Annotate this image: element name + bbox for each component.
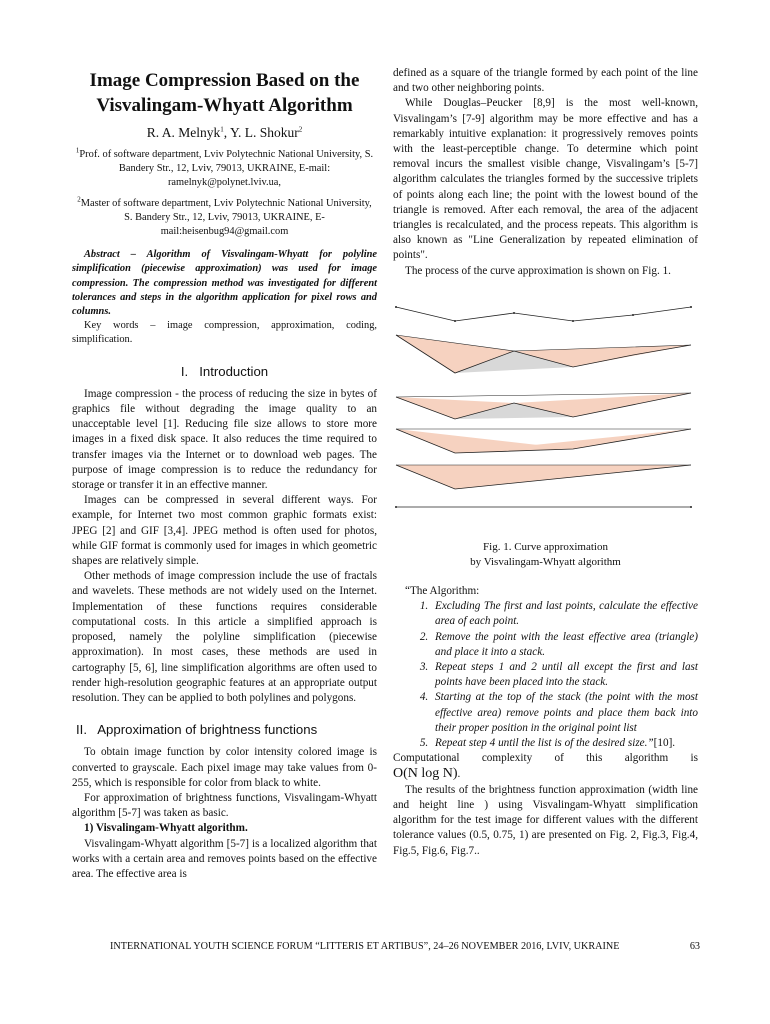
algorithm-step-4: 4. Starting at the top of the stack (the point with the most effective area) remove points and place them back into their proper position in the original point list — [431, 690, 698, 736]
figure-panel-5 — [396, 465, 691, 489]
intro-paragraph-3: Other methods of image compression include the use of fractals and wavelets. These methods are not widely used on the Internet. Implementation of these functions requires considerable computational costs. In this article a simplified approach is proposed, namely the polyline simplification (piecewise approximation). In most cases, these methods are used in cartography [5, 6], line simplification algorithms are often used to render high-resolution geographic features at an appropriate output resolution. They can be applied to both polylines and polygons. — [72, 570, 377, 704]
subsection-heading: 1) Visvalingam-Whyatt algorithm. — [84, 822, 248, 835]
complexity-formula-line — [393, 766, 698, 782]
algorithm-reference: [10]. — [653, 737, 676, 750]
authors — [72, 124, 377, 142]
results-paragraph: The results of the brightness function approximation (width line and height line ) using Visvalingam-Whyatt simplification algorithm for the test image for different values with the different tolerance values (0.5, 0.75, 1) are presented on Fig. 2, Fig.3, Fig.4, Fig.5, Fig.6, Fig.7.. — [393, 783, 698, 857]
figure-caption-line-1: Fig. 1. Curve approximation — [483, 541, 608, 554]
affiliation-2-text: Master of software department, Lviv Polytechnic National University, S. Bandery Str., 12, Lviv, 79013, UKRAINE, E-mail:heisenbug94@gmail.com — [80, 197, 372, 238]
section-2-heading: II. Approximation of brightness functions — [76, 722, 318, 738]
algorithm-intro: “The Algorithm: — [405, 585, 480, 598]
page-footer — [110, 941, 700, 952]
author-1: R. A. Melnyk — [146, 125, 221, 140]
author-2: , Y. L. Shokur — [223, 125, 299, 140]
affiliation-1-sup: 1 — [75, 146, 80, 155]
algorithm-steps — [393, 599, 698, 751]
section-1-heading: I. Introduction — [180, 363, 269, 379]
figure-panel-6 — [395, 506, 692, 508]
affiliation-1-text: Prof. of software department, Lviv Polytechnic National University, S. Bandery Str., 12, Lviv, 79013, UKRAINE, E-mail: ramelnyk@polynet.lviv.ua, — [79, 149, 374, 189]
figure-panel-1 — [395, 306, 692, 322]
right-paragraph-2: While Douglas–Peucker [8,9] is the most well-known, Visvalingam’s [7-9] algorithm may be more effective and has a remarkably intuitive explanation: it progressively removes points with the least-perceptible change. To determine which point removal incurs the smallest visible change, Visvalingam’s [5-7] algorithm calculates the triangles formed by the successive triplets of points along each line; the point with the lowest bound of the triangle is removed. After each removal, the area of the adjacent triangles is recalculated, and the process repeats. This algorithm is also known as "Line Generalization by repeated elimination of points". — [393, 97, 698, 262]
algorithm-step-5-text: Repeat step 4 until the list is of the desired size.” — [435, 737, 654, 750]
figure-caption-line-2: by Visvalingam-Whyatt algorithm — [470, 556, 621, 569]
paper-title: Image Compression Based on the Visvalingam-Whyatt Algorithm — [89, 70, 360, 116]
figure-1-caption — [393, 540, 698, 570]
left-column — [72, 66, 377, 882]
affiliation-2-sup: 2 — [77, 195, 81, 204]
intro-paragraph-1: Image compression - the process of reducing the size in bytes of graphics file without degrading the image quality to an unacceptable level [1]. Reducing file size allows to store more images in a fixed disk space. It also reduces the time required to transfer images via the Internet or to download web pages. The purpose of image compression is to reduce the redundancy for storage or transfer it in an effective manner. — [72, 387, 377, 492]
page-number: 63 — [689, 941, 700, 952]
figure-panel-4 — [396, 429, 691, 453]
section-2-paragraph-2: For approximation of brightness functions, Visvalingam-Whyatt algorithm [5-7] was taken as basic. — [72, 791, 377, 820]
figure-panel-3 — [396, 393, 691, 419]
intro-paragraph-2: Images can be compressed in several different ways. For example, for Internet two most common graphic formats exist: JPEG [2] and GIF [3,4]. JPEG method is often used for photos, while GIF format is commonly used for images in which geometric shapes are relatively simple. — [72, 494, 377, 568]
right-paragraph-1: defined as a square of the triangle formed by each point of the line and two other neighboring points. — [393, 67, 698, 95]
section-2-paragraph-3: Visvalingam-Whyatt algorithm [5-7] is a localized algorithm that works with a certain area and removes points based on the effective area. The effective area is — [72, 837, 377, 880]
complexity-text: Computational complexity of this algorithm is — [393, 752, 698, 765]
algorithm-step-3: 3. Repeat steps 1 and 2 until all except the first and last points have been placed into the stack. — [431, 660, 698, 690]
footer-text: INTERNATIONAL YOUTH SCIENCE FORUM “LITTERIS ET ARTIBUS”, 24–26 NOVEMBER 2016, LVIV, UKRAINE — [110, 941, 620, 952]
algorithm-step-5 — [431, 736, 698, 751]
right-paragraph-3: The process of the curve approximation is shown on Fig. 1. — [405, 264, 671, 277]
figure-1-curve-approximation — [393, 289, 698, 529]
abstract: Abstract – Algorithm of Visvalingam-Whyatt for polyline simplification (piecewise approximation) was used for image compression. The compression method was investigated for different tolerances and steps in the algorithm application for pixel rows and columns. — [72, 249, 377, 318]
algorithm-step-2: 2. Remove the point with the least effective area (triangle) and place it into a stack. — [431, 630, 698, 660]
complexity-formula: O(N log N) — [393, 766, 458, 782]
author-1-sup: 1 — [220, 125, 224, 134]
figure-panel-2 — [396, 335, 691, 373]
section-2-paragraph-1: To obtain image function by color intensity colored image is converted to grayscale. Each pixel image may take values from 0-255, which is responsible for color from black to white. — [72, 746, 377, 789]
affiliation-1 — [72, 148, 377, 191]
complexity-paragraph — [393, 751, 698, 766]
right-column — [393, 66, 698, 859]
author-2-sup: 2 — [298, 125, 303, 134]
affiliation-2 — [72, 197, 377, 240]
algorithm-step-1: 1. Excluding The first and last points, calculate the effective area of each point. — [431, 599, 698, 629]
keywords: Key words – image compression, approximation, coding, simplification. — [72, 320, 377, 346]
complexity-period: . — [457, 768, 461, 781]
